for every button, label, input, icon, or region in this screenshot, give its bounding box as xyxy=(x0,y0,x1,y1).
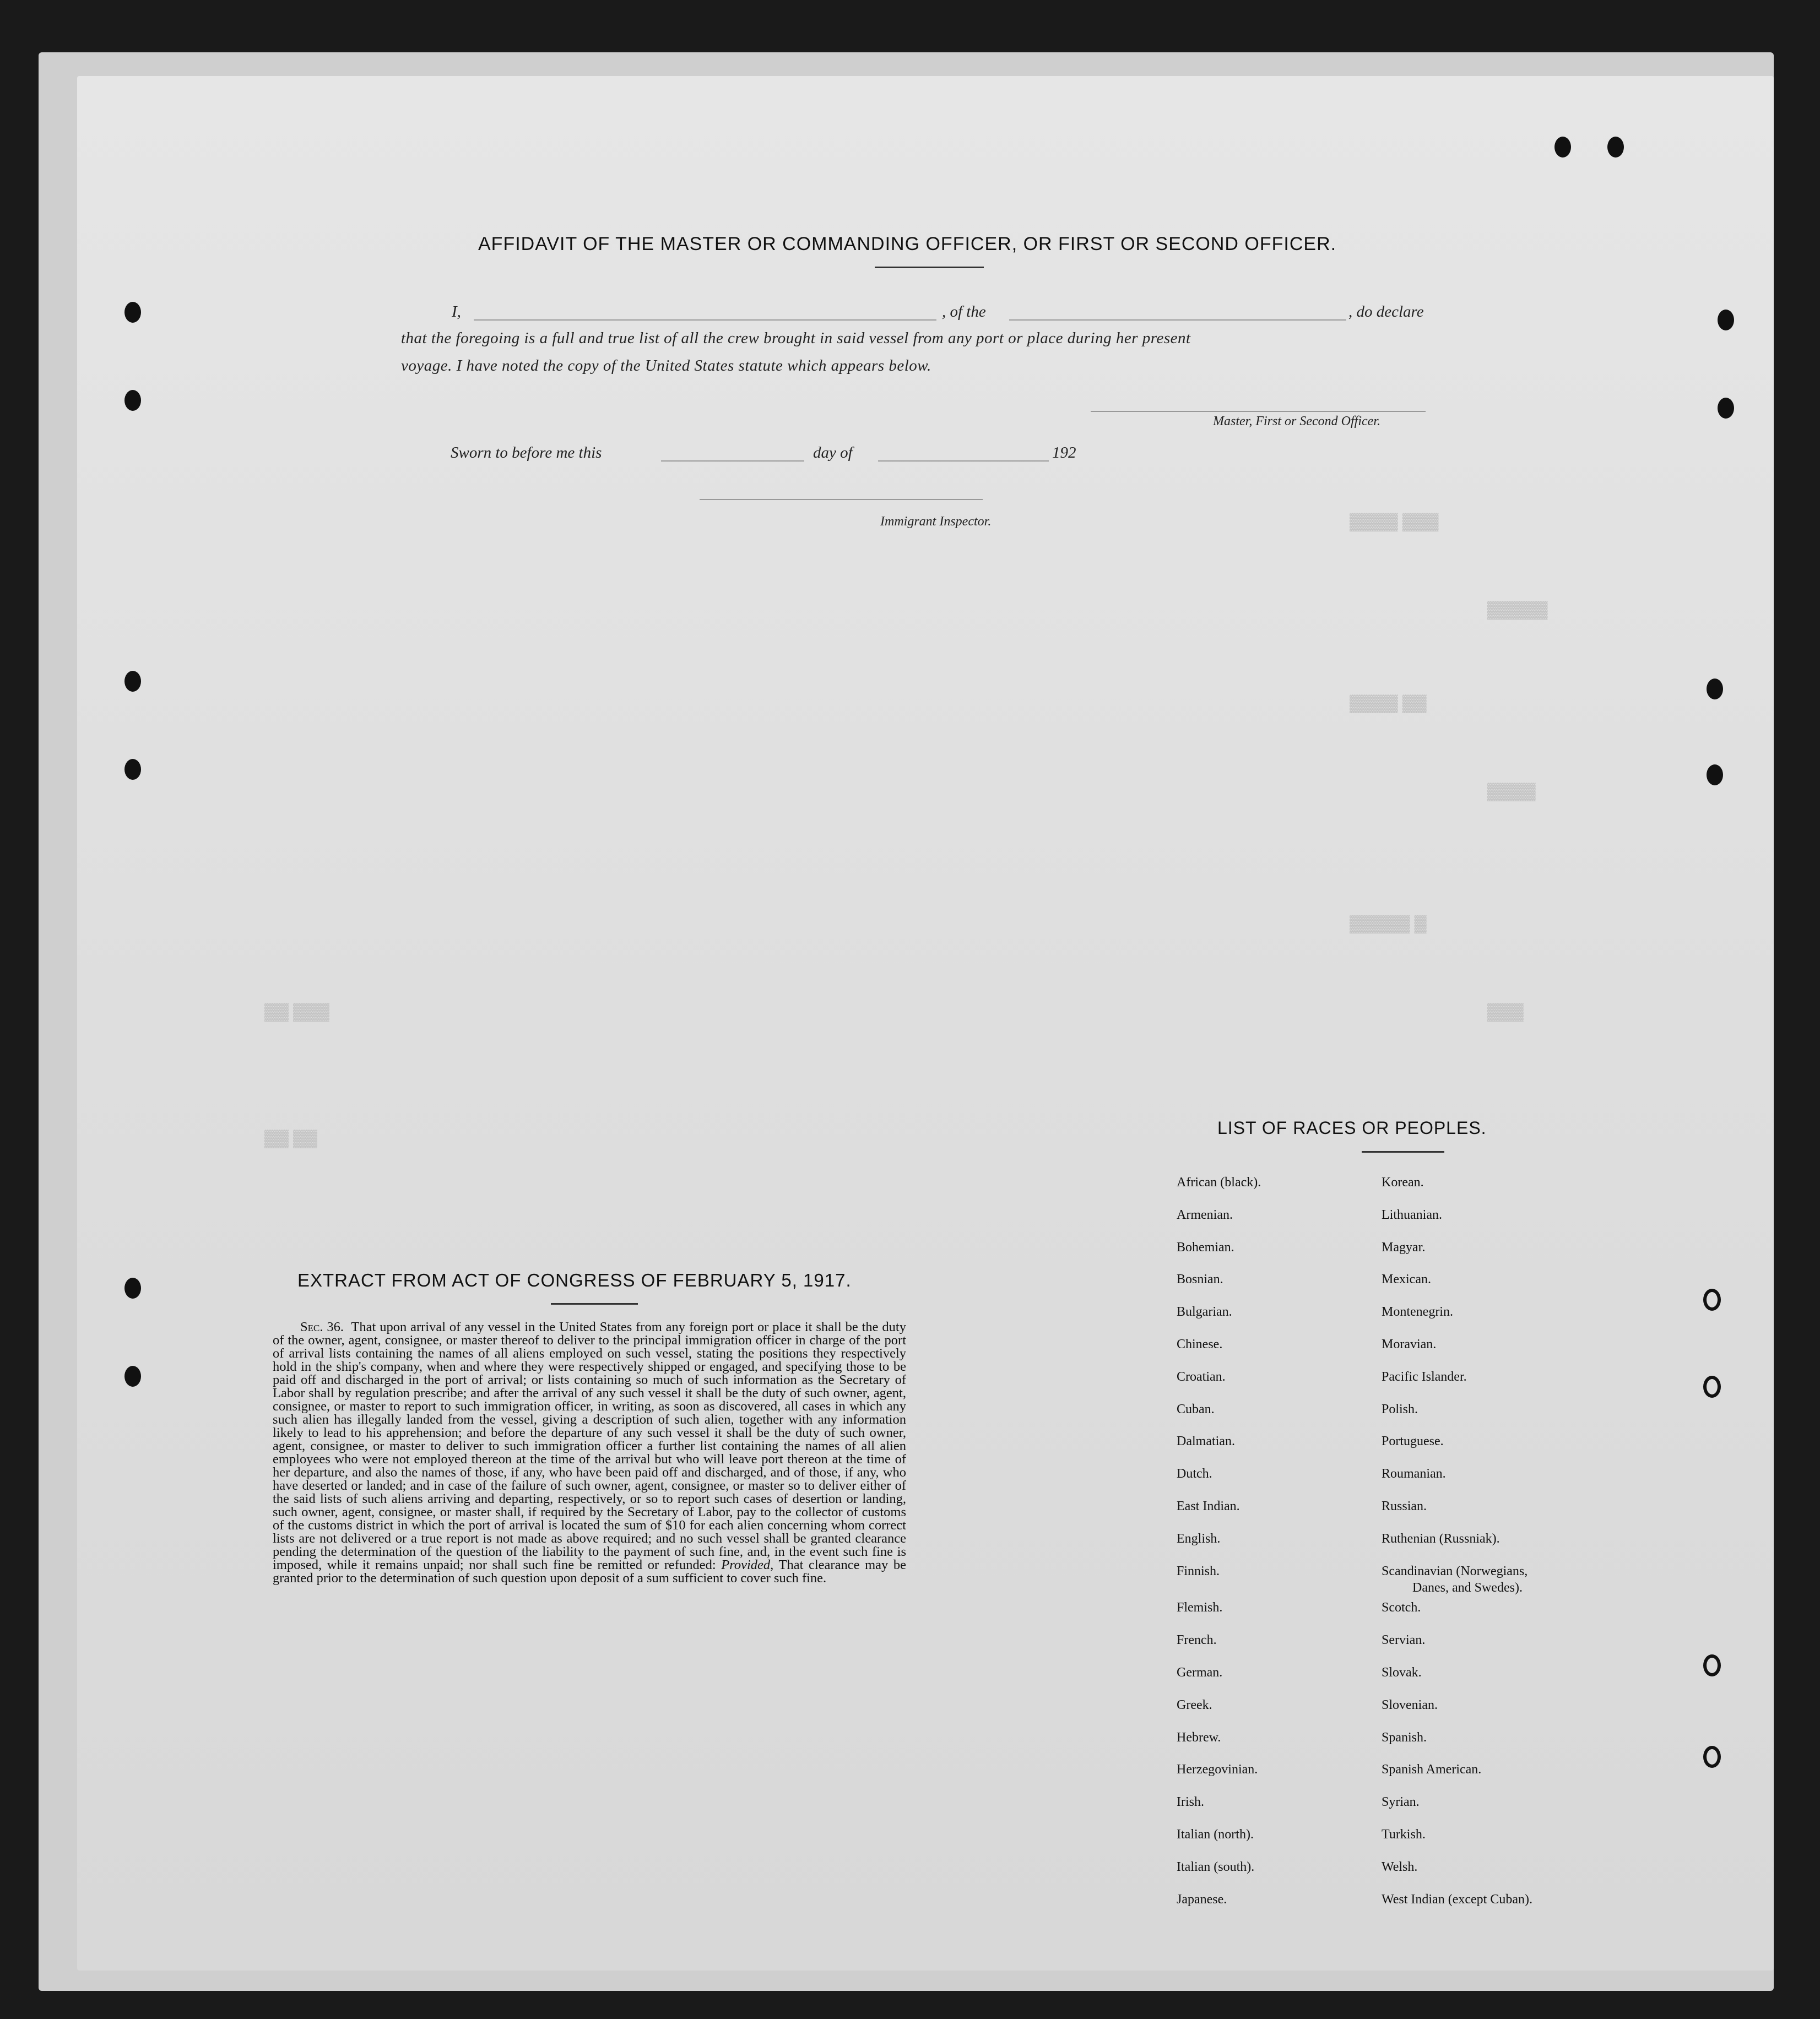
punch-hole xyxy=(1703,1746,1721,1768)
race-item: Scotch. xyxy=(1382,1600,1421,1615)
races-title-underline xyxy=(1362,1151,1444,1153)
day-of-text: day of xyxy=(813,444,853,462)
punch-hole xyxy=(124,390,141,411)
race-item: East Indian. xyxy=(1177,1499,1240,1513)
race-item: Scandinavian (Norwegians, xyxy=(1382,1564,1528,1578)
affidavit-line-3: voyage. I have noted the copy of the United States statute which appears below. xyxy=(401,357,931,375)
race-item: Pacific Islander. xyxy=(1382,1369,1467,1384)
sworn-month-blank[interactable] xyxy=(878,460,1049,462)
race-item: Italian (north). xyxy=(1177,1827,1254,1842)
punch-hole xyxy=(124,1278,141,1299)
law-text xyxy=(273,1321,906,1585)
race-item: Magyar. xyxy=(1382,1240,1426,1255)
punch-hole xyxy=(1703,1289,1721,1311)
year-text: 192 xyxy=(1052,444,1076,462)
affidavit-i: I, xyxy=(452,303,461,321)
race-item: Flemish. xyxy=(1177,1600,1223,1615)
race-item: Syrian. xyxy=(1382,1795,1420,1810)
affidavit-declare: , do declare xyxy=(1348,303,1424,321)
race-item: Hebrew. xyxy=(1177,1730,1221,1745)
extract-title-underline xyxy=(551,1303,638,1305)
affidavit-line-2: that the foregoing is a full and true list of all the crew brought in said vessel from any port or place during her present xyxy=(401,329,1191,347)
race-item: Portuguese. xyxy=(1382,1434,1444,1449)
race-item: Welsh. xyxy=(1382,1859,1418,1874)
race-item: English. xyxy=(1177,1531,1221,1546)
master-signature-line[interactable] xyxy=(1091,411,1426,412)
race-item: Korean. xyxy=(1382,1175,1424,1190)
inspector-label: Immigrant Inspector. xyxy=(880,514,992,529)
race-item: Montenegrin. xyxy=(1382,1305,1453,1320)
race-item: Turkish. xyxy=(1382,1827,1426,1842)
race-item: Spanish. xyxy=(1382,1730,1427,1745)
race-item: Italian (south). xyxy=(1177,1859,1255,1874)
race-item-continuation: Danes, and Swedes). xyxy=(1412,1580,1523,1595)
punch-hole xyxy=(124,1366,141,1387)
race-item: Polish. xyxy=(1382,1402,1418,1416)
punch-hole xyxy=(1607,137,1624,158)
punch-hole xyxy=(1703,1376,1721,1398)
race-item: Dalmatian. xyxy=(1177,1434,1235,1449)
race-item: Chinese. xyxy=(1177,1337,1223,1352)
race-item: African (black). xyxy=(1177,1175,1261,1190)
affidavit-title: AFFIDAVIT OF THE MASTER OR COMMANDING OFFICER, OR FIRST OR SECOND OFFICER. xyxy=(478,234,1337,254)
race-item: Bulgarian. xyxy=(1177,1305,1232,1320)
race-item: Spanish American. xyxy=(1382,1762,1482,1777)
section-label: Sec. 36. xyxy=(300,1320,344,1334)
race-item: Servian. xyxy=(1382,1633,1426,1648)
master-signature-label: Master, First or Second Officer. xyxy=(1213,414,1380,428)
race-item: Irish. xyxy=(1177,1795,1204,1810)
punch-hole xyxy=(1554,137,1571,158)
extract-title: EXTRACT FROM ACT OF CONGRESS OF FEBRUARY 5, 1917. xyxy=(297,1270,852,1290)
race-item: Russian. xyxy=(1382,1499,1427,1513)
punch-hole xyxy=(1707,764,1723,785)
race-item: Roumanian. xyxy=(1382,1467,1446,1481)
inspector-signature-line[interactable] xyxy=(700,499,983,500)
punch-hole xyxy=(1718,310,1734,330)
race-item: Greek. xyxy=(1177,1697,1212,1712)
race-item: German. xyxy=(1177,1665,1223,1680)
proviso-label: Provided, xyxy=(721,1557,774,1572)
race-item: Slovenian. xyxy=(1382,1697,1438,1712)
race-item: Cuban. xyxy=(1177,1402,1215,1416)
race-item: Finnish. xyxy=(1177,1564,1220,1578)
race-item: Japanese. xyxy=(1177,1892,1227,1907)
race-item: Slovak. xyxy=(1382,1665,1422,1680)
race-item: Lithuanian. xyxy=(1382,1207,1442,1222)
proviso-text: That clearance may be granted prior to the determination of such question upon deposit of a sum sufficient to cover such fine. xyxy=(273,1557,907,1586)
punch-hole xyxy=(1703,1654,1721,1676)
race-item: French. xyxy=(1177,1633,1217,1648)
race-item: Herzegovinian. xyxy=(1177,1762,1258,1777)
punch-hole xyxy=(1707,679,1723,699)
punch-hole xyxy=(124,759,141,780)
sworn-text: Sworn to before me this xyxy=(451,444,602,462)
races-title: LIST OF RACES OR PEOPLES. xyxy=(1217,1118,1487,1138)
race-item: Bosnian. xyxy=(1177,1272,1223,1287)
affidavit-title-underline xyxy=(875,267,984,268)
affidavit-of-the: , of the xyxy=(942,303,986,321)
sworn-day-blank[interactable] xyxy=(661,460,804,462)
vessel-blank[interactable] xyxy=(1009,319,1346,321)
section-body: That upon arrival of any vessel in the United States from any foreign port or place it shall be the duty of the owner, agent, consignee, or master thereof to deliver to the principal immigration officer in charge of the port of arrival lists containing the names of all aliens employed on such vessel, stating the positions they respectively hold in the ship's company, when and where they were respectively shipped or engaged, and specifying those to be paid off and discharged in the port of arrival; or lists containing so much of such information as the Secretary of Labor shall by regulation prescribe; and after the arrival of any such vessel it shall be the duty of such owner, agent, consignee, or master to report to such immigration officer, in writing, as soon as discovered, all cases in which any such alien has illegally landed from the vessel, giving a description of such alien, together with any information likely to lead to his apprehension; and before the departure of any such vessel it shall be the duty of such owner, agent, consignee, or master to deliver to such immigration officer a further list containing the names of all alien employees who were not employed thereon at the time of the arrival but who will leave port thereon at the time of her departure, and also the names of those, if any, who have been paid off and discharged, and of those, if any, who have deserted or landed; and in case of the failure of such owner, agent, consignee, or master so to deliver either of the said lists of such aliens arriving and departing, respectively, or so to report such cases of desertion or landing, such owner, agent, consignee, or master shall, if required by the Secretary of Labor, pay to the collector of customs of the customs district in which the port of arrival is located the sum of $10 for each alien concerning whom correct lists are not delivered or a true report is not made as above required; and no such vessel shall be granted clearance pending the determination of the question of the liability to the payment of such fine, and, in the event such fine is imposed, while it remains unpaid; nor shall such fine be remitted or refunded: xyxy=(273,1320,906,1572)
punch-hole xyxy=(1718,398,1734,419)
name-blank[interactable] xyxy=(474,319,936,321)
race-item: West Indian (except Cuban). xyxy=(1382,1892,1532,1907)
race-item: Armenian. xyxy=(1177,1207,1233,1222)
race-item: Mexican. xyxy=(1382,1272,1431,1287)
race-item: Bohemian. xyxy=(1177,1240,1234,1255)
race-item: Ruthenian (Russniak). xyxy=(1382,1531,1500,1546)
punch-hole xyxy=(124,302,141,323)
race-item: Croatian. xyxy=(1177,1369,1226,1384)
race-item: Moravian. xyxy=(1382,1337,1437,1352)
punch-hole xyxy=(124,671,141,692)
race-item: Dutch. xyxy=(1177,1467,1212,1481)
